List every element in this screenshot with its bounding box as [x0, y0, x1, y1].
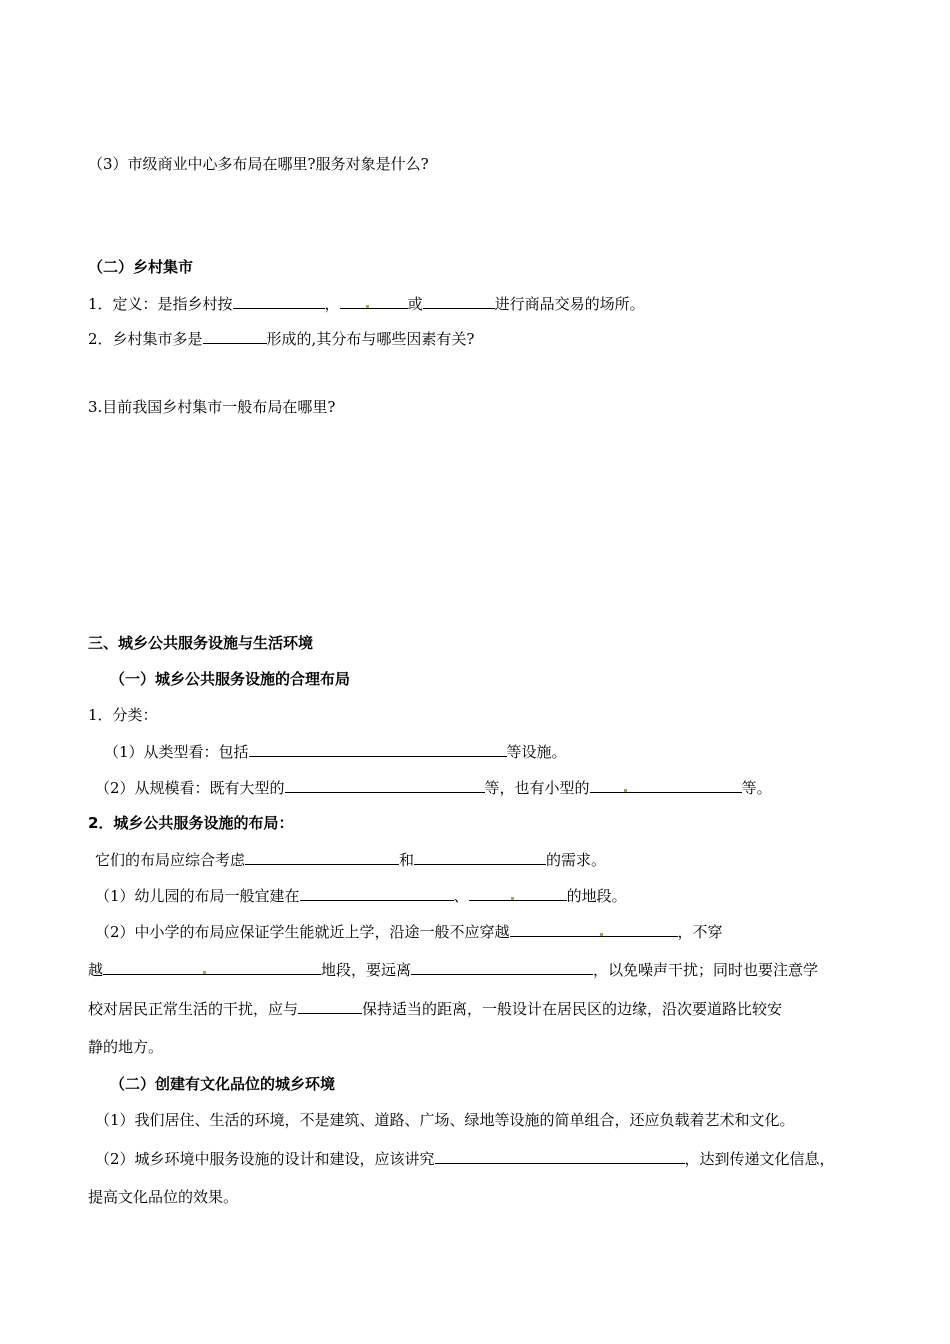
fill-blank[interactable] [510, 921, 678, 937]
fill-blank[interactable] [423, 293, 495, 309]
text: 或 [407, 295, 423, 313]
fill-blank[interactable] [203, 328, 267, 344]
layout-label: 2．城乡公共服务设施的布局： [88, 814, 294, 832]
fill-blank[interactable] [590, 777, 742, 793]
text: （2）从规模看：既有大型的 [95, 779, 285, 797]
text: 和 [399, 851, 415, 869]
kindergarten-line [95, 885, 890, 906]
environment-line-2 [95, 1148, 890, 1169]
text: 形成的,其分布与哪些因素有关? [266, 330, 475, 348]
subsection-1-title: （一）城乡公共服务设施的合理布局 [110, 670, 351, 688]
text: ，不穿 [677, 923, 723, 941]
fill-blank[interactable] [249, 741, 507, 757]
text: （1）从类型看：包括 [104, 743, 249, 761]
text: 1．定义：是指乡村按 [88, 295, 233, 313]
school-line-2 [88, 959, 890, 980]
text: 地段，要远离 [321, 961, 412, 979]
formation-line [88, 328, 890, 349]
classification-scale-line [95, 777, 890, 798]
section-3-title: 三、城乡公共服务设施与生活环境 [88, 634, 314, 652]
text: 2．乡村集市多是 [88, 330, 203, 348]
fill-blank[interactable] [411, 959, 593, 975]
school-line-1 [95, 921, 890, 942]
text: 的需求。 [546, 851, 607, 869]
text: 越 [88, 961, 104, 979]
fill-blank[interactable] [298, 998, 362, 1014]
environment-line-3: 提高文化品位的效果。 [88, 1188, 239, 1206]
fill-blank[interactable] [414, 849, 546, 865]
fill-blank[interactable] [233, 293, 325, 309]
fill-blank[interactable] [285, 777, 485, 793]
fill-blank[interactable] [245, 849, 399, 865]
text: 保持适当的距离，一般设计在居民区的边缘，沿次要道路比较安 [362, 1000, 783, 1018]
question-3: （3）市级商业中心多布局在哪里?服务对象是什么? [88, 155, 429, 173]
fill-blank[interactable] [300, 885, 454, 901]
layout-intro-line [95, 849, 890, 870]
text: （2）中小学的布局应保证学生能就近上学，沿途一般不应穿越 [95, 923, 510, 941]
text: 的地段。 [566, 887, 627, 905]
text: （1）幼儿园的布局一般宜建在 [95, 887, 300, 905]
text: 等，也有小型的 [484, 779, 590, 797]
subsection-2-title: （二）创建有文化品位的城乡环境 [110, 1075, 336, 1093]
text: ，达到传递文化信息， [684, 1150, 835, 1168]
school-line-3 [88, 998, 890, 1019]
classification-label: 1．分类： [88, 706, 158, 724]
text: ， [324, 295, 340, 313]
fill-blank[interactable] [103, 959, 321, 975]
rural-market-location-question: 3.目前我国乡村集市一般布局在哪里? [88, 398, 336, 416]
fill-blank[interactable] [340, 293, 408, 309]
environment-line-1: （1）我们居住、生活的环境，不是建筑、道路、广场、绿地等设施的简单组合，还应负载着艺术和文化。 [95, 1111, 795, 1129]
definition-line [88, 293, 890, 314]
text: ，以免噪声干扰；同时也要注意学 [593, 961, 819, 979]
text: 等。 [741, 779, 772, 797]
classification-type-line [104, 741, 890, 762]
school-line-4: 静的地方。 [88, 1038, 164, 1056]
fill-blank[interactable] [435, 1148, 685, 1164]
text: 、 [453, 887, 469, 905]
fill-blank[interactable] [469, 885, 567, 901]
section-rural-market-title: （二）乡村集市 [88, 258, 194, 276]
text: 它们的布局应综合考虑 [95, 851, 246, 869]
text: （2）城乡环境中服务设施的设计和建设，应该讲究 [95, 1150, 435, 1168]
text: 进行商品交易的场所。 [494, 295, 645, 313]
text: 等设施。 [506, 743, 567, 761]
text: 校对居民正常生活的干扰，应与 [88, 1000, 299, 1018]
